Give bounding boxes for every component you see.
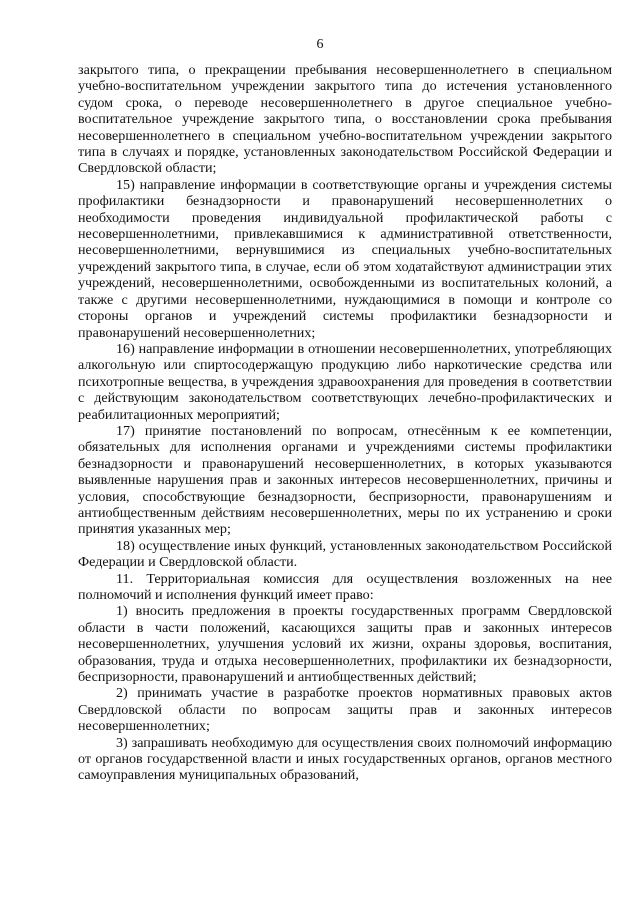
paragraph-item-16: 16) направление информации в отношении несовершеннолетних, употребляющих алкогольную или спиртосодержащую продукцию либо наркотические средства или психотропные вещества, в учреждения здравоохранения для проведения в соответствии с действующим законодательством соответствующих лечебно-профилактических и реабилитационных мероприятий; [78,340,612,423]
paragraph-item-17: 17) принятие постановлений по вопросам, отнесённым к ее компетенции, обязательных для исполнения органами и учреждениями системы профилактики безнадзорности и правонарушений несовершеннолетних, в которых указываются выявленные нарушения прав и законных интересов несовершеннолетних, причины и условия, способствующие безнадзорности, беспризорности, правонарушениям и антиобщественным действиям несовершеннолетних, меры по их устранению и сроки принятия указанных мер; [78,422,612,538]
document-body [78,62,612,784]
paragraph-item-18: 18) осуществление иных функций, установленных законодательством Российской Федерации и Свердловской области. [78,537,612,571]
paragraph-right-3: 3) запрашивать необходимую для осуществления своих полномочий информацию от органов государственной власти и иных государственных органов, органов местного самоуправления муниципальных образований, [78,734,612,784]
paragraph-continuation: закрытого типа, о прекращении пребывания несовершеннолетнего в специальном учебно-воспитательном учреждении закрытого типа до истечения установленного судом срока, о переводе несовершеннолетнего в другое специальное учебно-воспитательное учреждение закрытого типа, о восстановлении срока пребывания несовершеннолетнего в специальном учебно-воспитательном учреждении закрытого типа в случаях и порядке, установленных законодательством Российской Федерации и Свердловской области; [78,62,612,177]
paragraph-item-15: 15) направление информации в соответствующие органы и учреждения системы профилактики безнадзорности и правонарушений несовершеннолетних о необходимости проведения индивидуальной профилактической работы с несовершеннолетними, привлекавшимися к административной ответственности, несовершеннолетними, вернувшимися из специальных учебно-воспитательных учреждений закрытого типа, в случае, если об этом ходатайствуют администрации этих учреждений, несовершеннолетними, освобожденными из воспитательных колоний, а также с другими несовершеннолетними, нуждающимися в помощи и контроле со стороны органов и учреждений системы профилактики безнадзорности и правонарушений несовершеннолетних; [78,176,612,341]
paragraph-section-11: 11. Территориальная комиссия для осуществления возложенных на нее полномочий и исполнения функций имеет право: [78,570,612,603]
paragraph-right-1: 1) вносить предложения в проекты государственных программ Свердловской области в части положений, касающихся защиты прав и законных интересов несовершеннолетних, улучшения условий их жизни, охраны здоровья, воспитания, образования, труда и отдыха несовершеннолетних, профилактики их безнадзорности, беспризорности, правонарушений и антиобщественных действий; [78,603,612,686]
page-number: 6 [316,37,324,52]
paragraph-right-2: 2) принимать участие в разработке проектов нормативных правовых актов Свердловской области по вопросам защиты прав и законных интересов несовершеннолетних; [78,685,612,735]
